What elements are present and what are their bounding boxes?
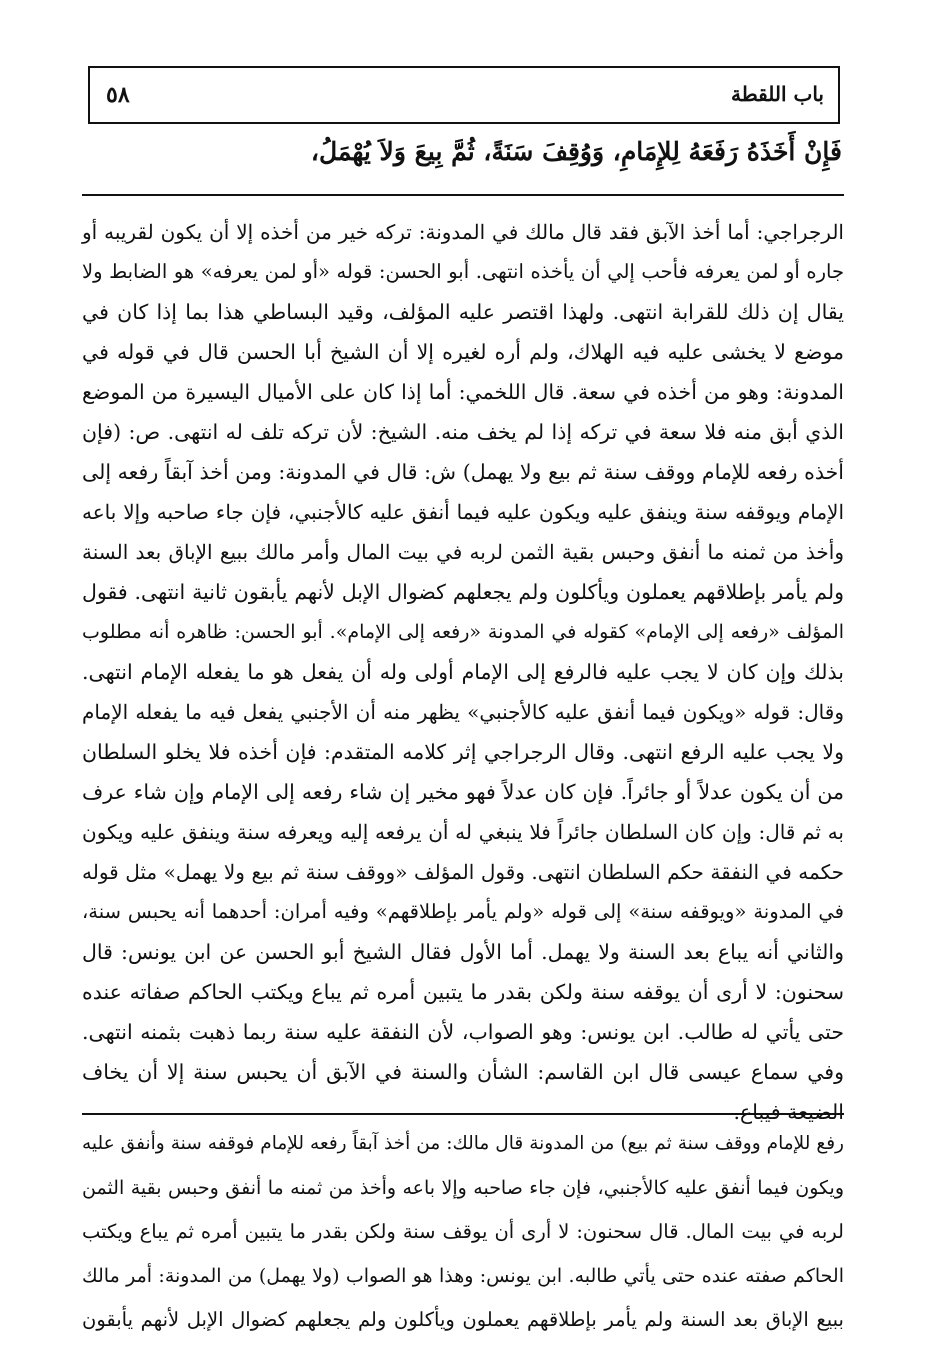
text-line: المؤلف «رفعه إلى الإمام» كقوله في المدونة «رفعه إلى الإمام». أبو الحسن: ظاهره أنه مطلوب [82, 621, 844, 643]
text-line: الضيعة فيباع. [733, 1100, 844, 1124]
text-line: جاره أو لمن يعرفه فأحب إلي أن يأخذه انتهى. أبو الحسن: قوله «أو لمن يعرفه» هو الضابط ولا [82, 260, 844, 283]
text-line: ولا يجب عليه الرفع انتهى. وقال الرجراجي إثر كلامه المتقدم: فإن أخذه فلا يخلو السلطان [82, 740, 844, 764]
text-line: ببيع الإباق بعد السنة ولم يأمر بإطلاقهم يعملون ويأكلون ولم يجعلهم كضوال الإبل لأنهم يأبقون [82, 1308, 844, 1331]
text-line: الإمام ويوقفه سنة وينفق عليه ويكون عليه فيما أنفق عليه كالأجنبي، فإن جاء صاحبه وإلا باعه [82, 500, 845, 524]
text-line: رفع للإمام ووقف سنة ثم بيع) من المدونة قال مالك: من أخذ آبقاً رفعه للإمام فوقفه سنة وأنفق عليه [82, 1133, 844, 1154]
text-line: من أن يكون عدلاً أو جائراً. فإن كان عدلاً فهو مخير إن شاء رفعه إلى الإمام وإن شاء عرف [82, 780, 844, 804]
page-number: ٥٨ [106, 82, 130, 108]
text-line: والثاني أنه يباع بعد السنة ولا يهمل. أما الأول فقال الشيخ أبو الحسن عن ابن يونس: قال [82, 940, 844, 964]
text-line: لربه في بيت المال. قال سحنون: لا أرى أن يوقف سنة ولكن بقدر ما يتبين أمره ثم يباع ويكتب [82, 1220, 844, 1243]
text-line: يقال إن ذلك للقرابة انتهى. ولهذا اقتصر عليه المؤلف، وقيد البساطي هذا بما إذا كان في [82, 300, 844, 324]
text-line: المدونة: وهو من أخذه في سعة. قال اللخمي: أما إذا كان على الأميال اليسيرة من الموضع [82, 380, 844, 404]
text-line: الذي أبق منه فلا سعة في تركه إذا لم يخف منه. الشيخ: لأن تركه تلف له انتهى. ص: (فإن [82, 420, 844, 444]
matn-divider [82, 194, 844, 196]
footnote-divider [82, 1113, 844, 1115]
text-line: بذلك وإن كان لا يجب عليه فالرفع إلى الإمام أولى وله أن يفعل هو ما يفعله الإمام انتهى. [82, 660, 844, 684]
text-line: حتى يأتي له طالب. ابن يونس: وهو الصواب، لأن النفقة عليه سنة ربما ذهبت بثمنه انتهى. [82, 1020, 844, 1044]
text-line: به ثم قال: وإن كان السلطان جائراً فلا ينبغي له أن يرفعه إليه ويعرفه سنة وينفق عليه ويكون [82, 820, 844, 844]
text-line: موضع لا يخشى عليه فيه الهلاك، ولم أره لغيره إلا أن الشيخ أبا الحسن قال في قوله في [82, 340, 844, 364]
text-line: ويكون فيما أنفق عليه كالأجنبي، فإن جاء صاحبه وإلا باعه وأخذ من ثمنه ما أنفق وحبس بقية الثمن [82, 1177, 844, 1199]
text-line: الرجراجي: أما أخذ الآبق فقد قال مالك في المدونة: تركه خير من أخذه إلا أن يكون لقريبه أو [82, 220, 844, 244]
matn-text: فَإِنْ أَخَذَهُ رَفَعَهُ لِلإِمَامِ، وَوُقِفَ سَنَةً، ثُمَّ بِيعَ وَلاَ يُهْمَلُ، [310, 137, 842, 166]
text-line: وقال: قوله «ويكون فيما أنفق عليه كالأجنبي» يظهر منه أن الأجنبي يفعل فيه ما يفعله الإمام [82, 700, 844, 724]
text-line: حكمه في النفقة حكم السلطان انتهى. وقول المؤلف «ووقف سنة ثم بيع ولا يهمل» مثل قوله [82, 860, 844, 884]
text-line: وأخذ من ثمنه ما أنفق وحبس بقية الثمن لربه في بيت المال وأمر مالك ببيع الإباق بعد السنة [82, 540, 844, 564]
text-line: ولم يأمر بإطلاقهم يعملون ويأكلون ولم يجعلهم كضوال الإبل لأنهم يأبقون ثانية انتهى. فقول [82, 580, 844, 604]
running-header [88, 66, 840, 124]
text-line: في المدونة «ويوقفه سنة» إلى قوله «ولم يأمر بإطلاقهم» وفيه أمران: أحدهما أنه يحبس سنة، [82, 900, 844, 923]
chapter-title: باب اللقطة [731, 82, 824, 106]
text-line: أخذه رفعه للإمام ووقف سنة ثم بيع ولا يهمل) ش: قال في المدونة: ومن أخذ آبقاً رفعه إلى [82, 460, 844, 484]
text-line: سحنون: لا أرى أن يوقفه سنة ولكن بقدر ما يتبين أمره ثم يباع ويكتب الحاكم صفاته عنده [82, 980, 844, 1004]
footnote-body [82, 1122, 844, 1348]
text-line: وفي سماع عيسى قال ابن القاسم: الشأن والسنة في الآبق أن يحبس سنة إلا أن يخاف [82, 1060, 844, 1084]
commentary-body [82, 212, 845, 1124]
text-line: الحاكم صفته عنده حتى يأتي طالبه. ابن يونس: وهذا هو الصواب (ولا يهمل) من المدونة: أمر مالك [82, 1265, 844, 1287]
